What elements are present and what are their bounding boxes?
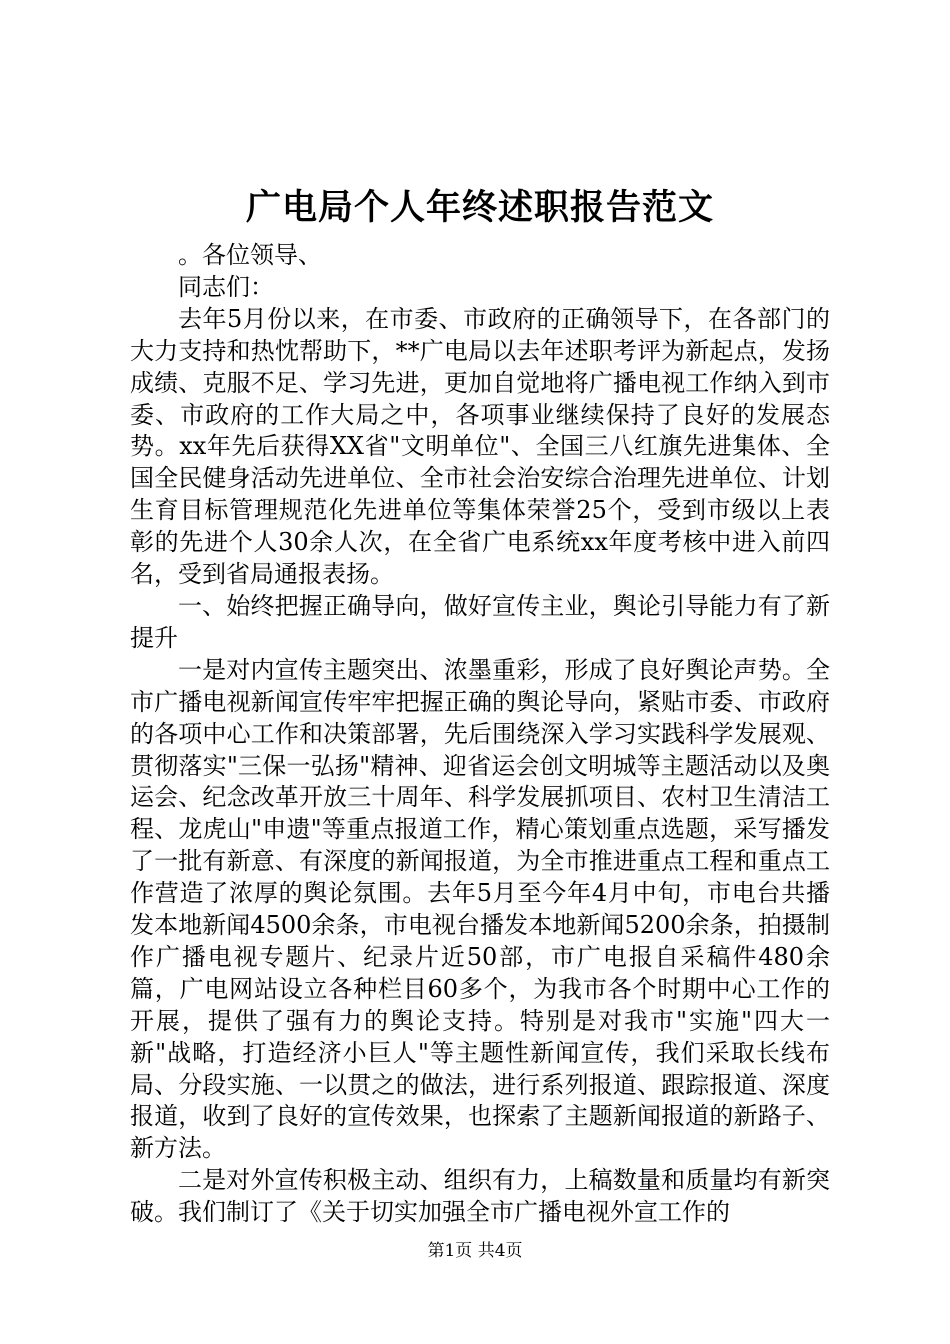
paragraph-external-publicity: 二是对外宣传积极主动、组织有力，上稿数量和质量均有新突破。我们制订了《关于切实加强全市广播电视外宣工作的	[130, 1166, 830, 1227]
paragraph-intro: 去年5月份以来，在市委、市政府的正确领导下，在各部门的大力支持和热忱帮助下，**广电局以去年述职考评为新起点，发扬成绩、克服不足、学习先进，更加自觉地将广播电视工作纳入到市委、市政府的工作大局之中，各项事业继续保持了良好的发展态势。xx年先后获得XX省"文明单位"、全国三八红旗先进集体、全国全民健身活动先进单位、全市社会治安综合治理先进单位、计划生育目标管理规范化先进单位等集体荣誉25个，受到市级以上表彰的先进个人30余人次，在全省广电系统xx年度考核中进入前四名，受到省局通报表扬。	[130, 304, 830, 589]
paragraph-internal-publicity: 一是对内宣传主题突出、浓墨重彩，形成了良好舆论声势。全市广播电视新闻宣传牢牢把握正确的舆论导向，紧贴市委、市政府的各项中心工作和决策部署，先后围绕深入学习实践科学发展观、贯彻落实"三保一弘扬"精神、迎省运会创文明城等主题活动以及奥运会、纪念改革开放三十周年、科学发展抓项目、农村卫生清洁工程、龙虎山"申遗"等重点报道工作，精心策划重点选题，采写播发了一批有新意、有深度的新闻报道，为全市推进重点工程和重点工作营造了浓厚的舆论氛围。去年5月至今年4月中旬，市电台共播发本地新闻4500余条，市电视台播发本地新闻5200余条，拍摄制作广播电视专题片、纪录片近50部，市广电报自采稿件480余篇，广电网站设立各种栏目60多个，为我市各个时期中心工作的开展，提供了强有力的舆论支持。特别是对我市"实施"四大一新"战略，打造经济小巨人"等主题性新闻宣传，我们采取长线布局、分段实施、一以贯之的做法，进行系列报道、跟踪报道、深度报道，收到了良好的宣传效果，也探索了主题新闻报道的新路子、新方法。	[130, 655, 830, 1163]
document-body	[130, 240, 830, 1229]
salutation-line-2: 同志们：	[178, 272, 274, 301]
document-title: 广电局个人年终述职报告范文	[245, 187, 714, 228]
salutation-line-1: 。各位领导、	[178, 241, 322, 269]
page-footer: 第1页 共4页	[427, 1241, 523, 1261]
section-heading-1: 一、始终把握正确导向，做好宣传主业，舆论引导能力有了新提升	[130, 591, 830, 652]
